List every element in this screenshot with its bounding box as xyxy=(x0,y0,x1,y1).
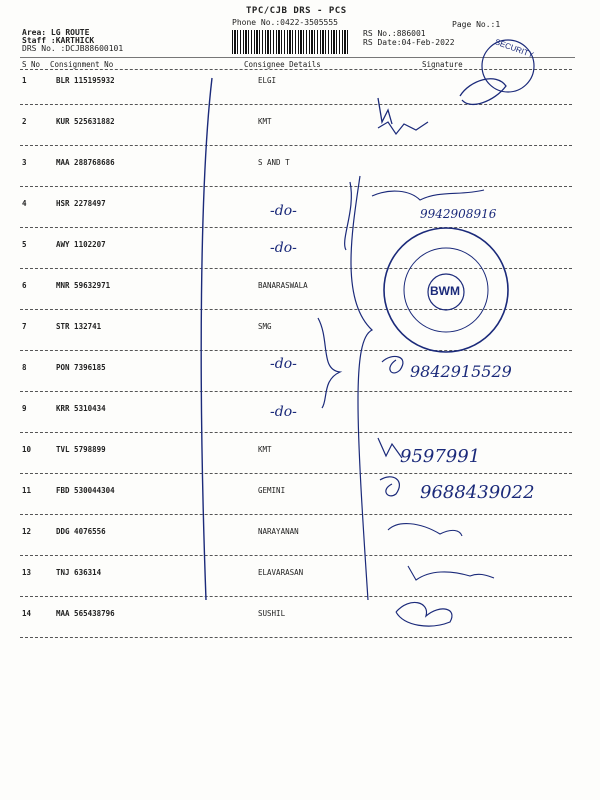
col-signature: Signature xyxy=(422,60,463,69)
row-consignee-name: S AND T xyxy=(258,158,290,167)
row-serial-number: 11 xyxy=(22,486,32,495)
row-consignment-number: KUR 525631882 xyxy=(56,117,115,126)
ditto-mark: -do- xyxy=(270,203,297,219)
row-consignee-name: ELGI xyxy=(258,76,277,85)
row-consignment-number: AWY 1102207 xyxy=(56,240,106,249)
row-serial-number: 3 xyxy=(22,158,27,167)
signature-scribble xyxy=(378,438,402,458)
row-consignment-number: DDG 4076556 xyxy=(56,527,106,536)
row-serial-number: 5 xyxy=(22,240,27,249)
page-number: Page No.:1 xyxy=(452,20,501,29)
row-serial-number: 7 xyxy=(22,322,27,331)
document-title: TPC/CJB DRS - PCS xyxy=(246,6,347,16)
row-consignment-number: TNJ 636314 xyxy=(56,568,102,577)
signature-scribble xyxy=(460,79,506,105)
row-consignee-name: NARAYANAN xyxy=(258,527,299,536)
row-serial-number: 2 xyxy=(22,117,27,126)
rs-number: RS No.:886001 xyxy=(363,29,426,38)
bracket-stroke xyxy=(345,182,352,250)
row-consignment-number: PON 7396185 xyxy=(56,363,106,372)
row-consignment-number: STR 132741 xyxy=(56,322,102,331)
handwritten-phone: 9842915529 xyxy=(410,362,512,381)
row-consignment-number: MAA 565438796 xyxy=(56,609,115,618)
row-consignee-name: KMT xyxy=(258,117,272,126)
row-serial-number: 14 xyxy=(22,609,32,618)
row-consignment-number: TVL 5798899 xyxy=(56,445,106,454)
handwritten-phone: 9597991 xyxy=(400,446,481,467)
row-serial-number: 12 xyxy=(22,527,32,536)
col-consignment: Consignment No xyxy=(50,60,114,69)
area-label: Area: LG ROUTE xyxy=(22,28,90,37)
stamp-center: BWM xyxy=(430,284,460,298)
row-serial-number: 6 xyxy=(22,281,27,290)
col-consignee: Consignee Details xyxy=(244,60,321,69)
ditto-mark: -do- xyxy=(270,240,297,256)
staff-label: Staff :KARTHICK xyxy=(22,36,95,45)
row-consignee-name: SUSHIL xyxy=(258,609,286,618)
ditto-mark: -do- xyxy=(270,404,297,420)
row-consignment-number: MAA 288768686 xyxy=(56,158,115,167)
bracket-stroke xyxy=(201,78,212,600)
handwritten-phone: 9942908916 xyxy=(420,207,497,221)
bracket-stroke xyxy=(318,318,340,408)
row-serial-number: 10 xyxy=(22,445,32,454)
ditto-mark: -do- xyxy=(270,356,297,372)
signature-scribble xyxy=(372,190,484,200)
bracket-stroke xyxy=(351,176,372,600)
row-consignee-name: ELAVARASAN xyxy=(258,568,304,577)
row-consignment-number: HSR 2278497 xyxy=(56,199,106,208)
row-consignment-number: MNR 59632971 xyxy=(56,281,111,290)
row-serial-number: 13 xyxy=(22,568,32,577)
row-serial-number: 8 xyxy=(22,363,27,372)
signature-scribble xyxy=(380,477,399,496)
row-consignee-name: BANARASWALA xyxy=(258,281,308,290)
security-stamp-text: SECURITY xyxy=(493,37,535,60)
drs-number: DRS No. :DCJB88600101 xyxy=(22,44,124,53)
signature-scribble xyxy=(396,602,452,626)
signature-scribble xyxy=(378,122,428,134)
row-consignment-number: KRR 5310434 xyxy=(56,404,106,413)
row-consignee-name: SMG xyxy=(258,322,272,331)
phone-number: Phone No.:0422-3505555 xyxy=(232,18,338,27)
row-serial-number: 1 xyxy=(22,76,27,85)
signature-scribble xyxy=(408,566,494,580)
row-serial-number: 4 xyxy=(22,199,27,208)
row-serial-number: 9 xyxy=(22,404,27,413)
signature-scribble xyxy=(382,356,403,372)
row-consignee-name: GEMINI xyxy=(258,486,286,495)
row-consignee-name: KMT xyxy=(258,445,272,454)
row-consignment-number: BLR 115195932 xyxy=(56,76,115,85)
signature-scribble xyxy=(378,98,392,124)
row-consignment-number: FBD 530044304 xyxy=(56,486,115,495)
col-sno: S No xyxy=(22,60,41,69)
handwritten-phone: 9688439022 xyxy=(420,482,535,503)
signature-scribble xyxy=(388,524,462,536)
rs-date: RS Date:04-Feb-2022 xyxy=(363,38,455,47)
